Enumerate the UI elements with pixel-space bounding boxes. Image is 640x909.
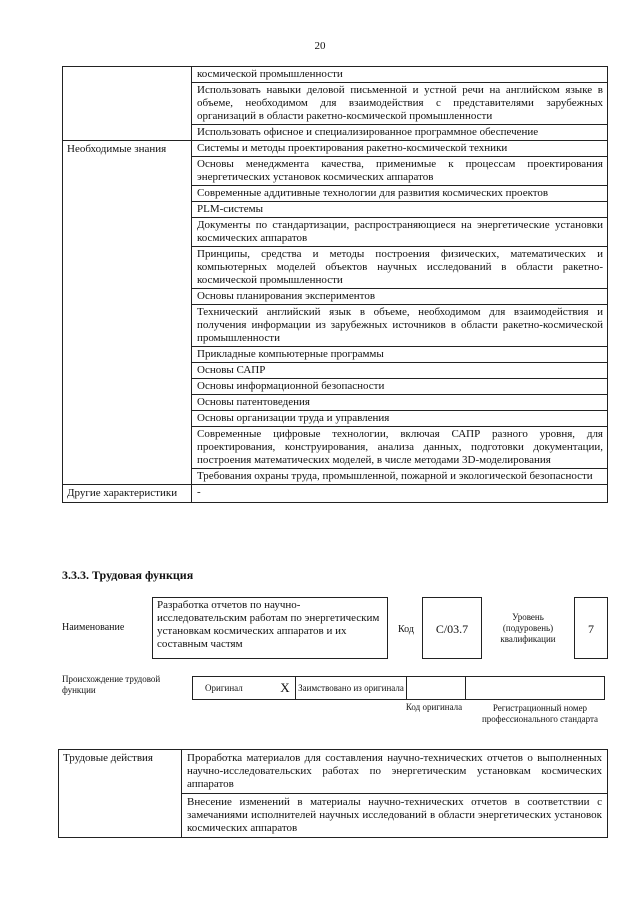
origin-label: Происхождение трудовой функции bbox=[62, 674, 161, 695]
labor-action-item: Внесение изменений в материалы научно-технических отчетов в соответствии с замечаниями исполнителей научных исследований в области энергетических установок космических аппаратов bbox=[182, 794, 608, 838]
level-label: Уровень (подуровень) квалификации bbox=[500, 612, 556, 644]
labor-action-item: Проработка материалов для составления научно-технических отчетов о выполненных научно-исследовательских работах по энергетическим установкам космических аппаратов bbox=[182, 750, 608, 794]
table-row bbox=[59, 750, 608, 794]
other-characteristics-label: Другие характеристики bbox=[63, 485, 192, 503]
knowledge-item: Основы САПР bbox=[192, 363, 608, 379]
table-row bbox=[193, 677, 605, 700]
section-title: 3.3.3. Трудовая функция bbox=[62, 568, 194, 582]
labor-actions-table bbox=[58, 749, 608, 838]
knowledge-item: Современные аддитивные технологии для развития космических проектов bbox=[192, 186, 608, 202]
knowledge-item: Требования охраны труда, промышленной, пожарной и экологической безопасности bbox=[192, 469, 608, 485]
knowledge-item: Современные цифровые технологии, включая САПР разного уровня, для проектирования, конструирования, анализа данных, подготовки документации, построения математических моделей, в числе методами 3D-моделирования bbox=[192, 427, 608, 469]
registration-caption: Регистрационный номер профессионального стандарта bbox=[481, 703, 599, 724]
knowledge-item: Прикладные компьютерные программы bbox=[192, 347, 608, 363]
knowledge-item: Основы менеджмента качества, применимые к процессам проектирования энергетических установок космических аппаратов bbox=[192, 157, 608, 186]
knowledge-item: Технический английский язык в объеме, необходимом для взаимодействия и получения информации из зарубежных источников в области ракетно-космической промышленности bbox=[192, 305, 608, 347]
knowledge-item: Принципы, средства и методы построения физических, математических и компьютерных моделей объектов научных исследований в области ракетно-космической промышленности bbox=[192, 247, 608, 289]
code-caption: Код оригинала bbox=[405, 702, 463, 712]
knowledge-item: Документы по стандартизации, распространяющиеся на энергетические установки космических аппаратов bbox=[192, 218, 608, 247]
page-number: 20 bbox=[314, 40, 326, 52]
knowledge-item: Основы патентоведения bbox=[192, 395, 608, 411]
other-characteristics-value: - bbox=[192, 485, 608, 503]
registration-number-cell bbox=[466, 677, 605, 700]
function-name-box: Разработка отчетов по научно-исследовательским работам по энергетическим установкам космических аппаратов и их составным частям bbox=[152, 597, 388, 659]
skill-item: Использовать офисное и специализированное программное обеспечение bbox=[192, 125, 608, 141]
table-row bbox=[63, 67, 608, 83]
borrowed-label: Заимствовано из оригинала bbox=[296, 677, 407, 700]
skills-label-cell bbox=[63, 67, 192, 141]
knowledge-item: Основы организации труда и управления bbox=[192, 411, 608, 427]
name-label: Наименование bbox=[62, 622, 125, 633]
knowledge-item: Основы планирования экспериментов bbox=[192, 289, 608, 305]
function-code-box: С/03.7 bbox=[422, 597, 482, 659]
knowledge-item: PLM-системы bbox=[192, 202, 608, 218]
original-code-cell bbox=[407, 677, 466, 700]
skill-item: космической промышленности bbox=[192, 67, 608, 83]
level-box: 7 bbox=[574, 597, 608, 659]
original-mark: X bbox=[275, 677, 296, 700]
labor-actions-label: Трудовые действия bbox=[59, 750, 182, 838]
knowledge-item: Основы информационной безопасности bbox=[192, 379, 608, 395]
original-label: Оригинал bbox=[193, 677, 276, 700]
code-label: Код bbox=[398, 624, 414, 635]
table-row bbox=[63, 485, 608, 503]
skill-item: Использовать навыки деловой письменной и устной речи на английском языке в объеме, необходимом для взаимодействия с представителями зарубежных организаций в области ракетно-космической промышленности bbox=[192, 83, 608, 125]
knowledge-label: Необходимые знания bbox=[63, 141, 192, 485]
knowledge-item: Системы и методы проектирования ракетно-космической техники bbox=[192, 141, 608, 157]
origin-table bbox=[192, 676, 605, 700]
table-row bbox=[63, 141, 608, 157]
competency-table bbox=[62, 66, 608, 503]
